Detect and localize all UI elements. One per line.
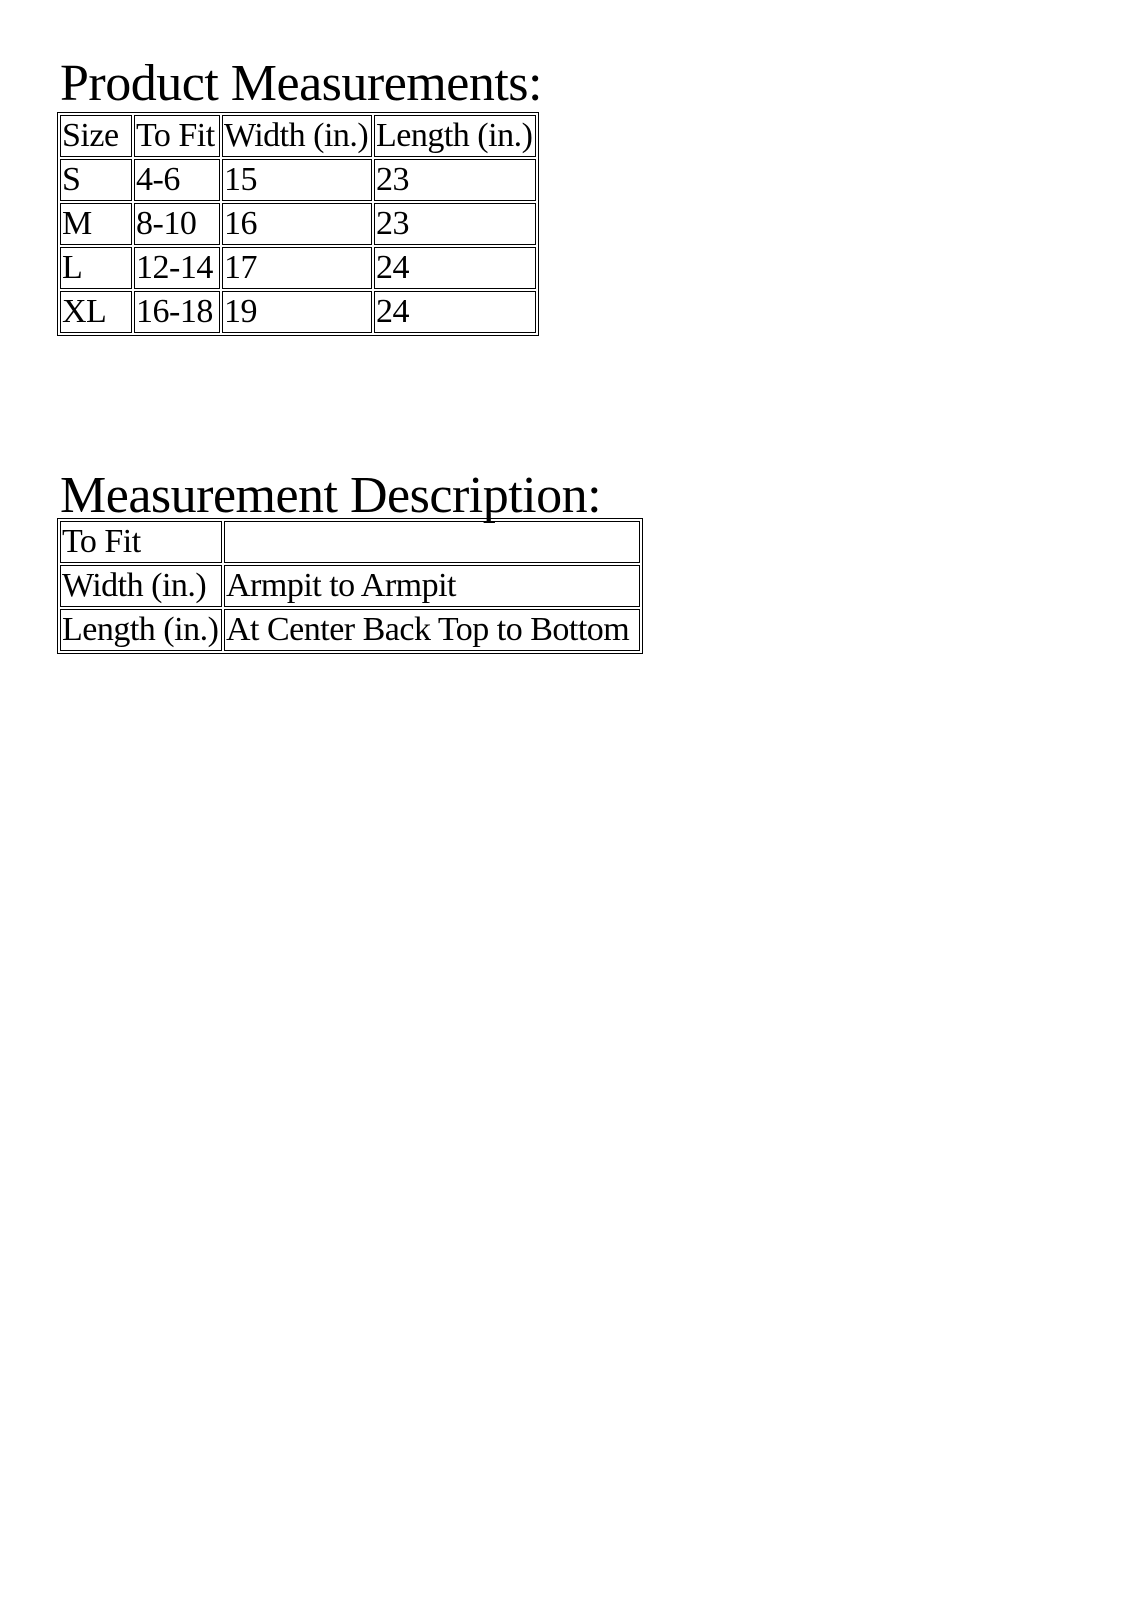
- product-measurements-heading: Product Measurements:: [60, 55, 542, 112]
- cell-to-fit: 8-10: [134, 203, 220, 245]
- cell-length: 24: [374, 291, 536, 333]
- description-value-cell: [224, 521, 640, 563]
- table-row: [60, 203, 536, 245]
- cell-to-fit: 16-18: [134, 291, 220, 333]
- cell-width: 17: [222, 247, 372, 289]
- description-value-cell: At Center Back Top to Bottom: [224, 609, 640, 651]
- header-cell-size: Size: [60, 115, 132, 157]
- cell-length: 24: [374, 247, 536, 289]
- cell-length: 23: [374, 159, 536, 201]
- header-cell-to-fit: To Fit: [134, 115, 220, 157]
- table-row: [60, 247, 536, 289]
- table-row: [60, 159, 536, 201]
- description-value-cell: Armpit to Armpit: [224, 565, 640, 607]
- cell-length: 23: [374, 203, 536, 245]
- cell-size: M: [60, 203, 132, 245]
- cell-width: 15: [222, 159, 372, 201]
- cell-to-fit: 12-14: [134, 247, 220, 289]
- cell-width: 19: [222, 291, 372, 333]
- header-cell-length: Length (in.): [374, 115, 536, 157]
- description-label-cell: To Fit: [60, 521, 222, 563]
- table-row: [60, 609, 640, 651]
- measurement-description-heading: Measurement Description:: [60, 467, 602, 524]
- cell-size: S: [60, 159, 132, 201]
- table-row: [60, 291, 536, 333]
- description-label-cell: Width (in.): [60, 565, 222, 607]
- header-cell-width: Width (in.): [222, 115, 372, 157]
- table-row: [60, 521, 640, 563]
- cell-size: L: [60, 247, 132, 289]
- product-measurements-table: [57, 112, 539, 336]
- cell-size: XL: [60, 291, 132, 333]
- table-row: [60, 565, 640, 607]
- description-label-cell: Length (in.): [60, 609, 222, 651]
- cell-width: 16: [222, 203, 372, 245]
- cell-to-fit: 4-6: [134, 159, 220, 201]
- measurement-description-table: [57, 518, 643, 654]
- table-header-row: [60, 115, 536, 157]
